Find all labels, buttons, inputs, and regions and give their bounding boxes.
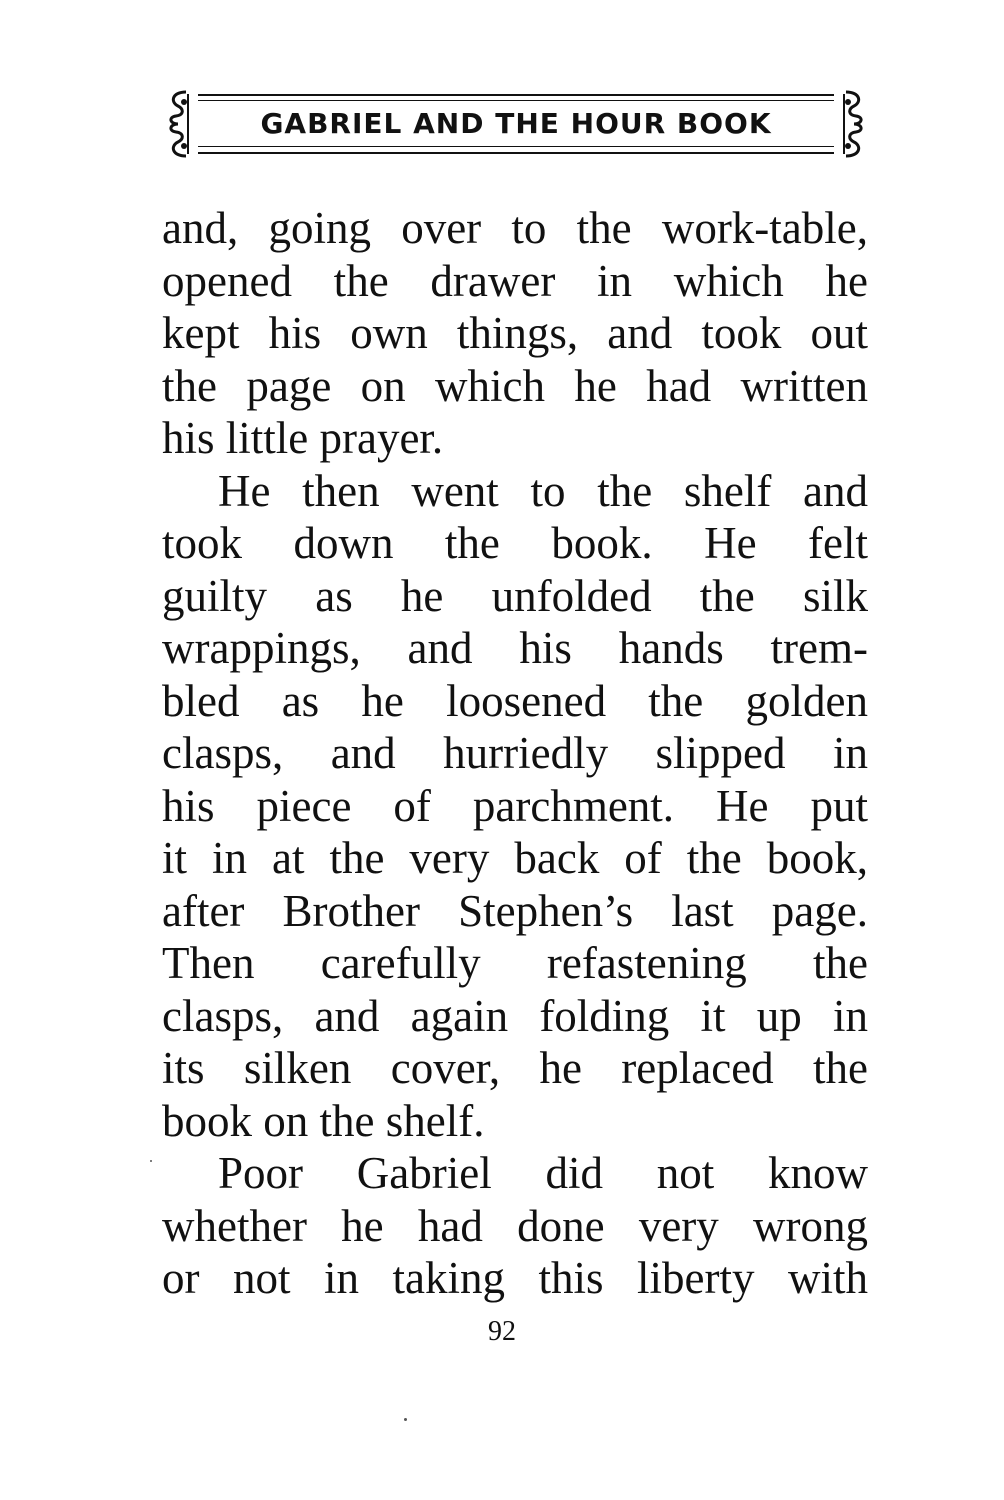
- body-text: [162, 202, 868, 1305]
- text-line: Poor Gabriel did not know: [218, 1148, 868, 1198]
- text-line: his little prayer.: [162, 413, 444, 463]
- text-line: kept his own things, and took out: [162, 308, 868, 358]
- text-line: took down the book. He felt: [162, 518, 868, 568]
- text-line: Then carefully refastening the: [162, 938, 868, 988]
- paper-speck: [150, 1160, 152, 1162]
- paper-speck: [404, 1418, 407, 1421]
- text-line: bled as he loosened the golden: [162, 675, 868, 726]
- page-number: 92: [488, 1316, 516, 1347]
- text-line: book on the shelf.: [162, 1095, 485, 1146]
- text-line: and, going over to the work-table,: [162, 203, 868, 253]
- header-rule: [198, 152, 834, 154]
- scroll-ornament-icon: [164, 88, 194, 160]
- text-line: after Brother Stephen’s last page.: [162, 885, 868, 936]
- text-line: wrappings, and his hands trem-: [162, 623, 868, 673]
- header-rule: [198, 100, 834, 101]
- text-line: it in at the very back of the book,: [162, 833, 868, 883]
- text-line: guilty as he unfolded the silk: [162, 570, 868, 621]
- text-line: whether he had done very wrong: [162, 1200, 868, 1251]
- text-line: or not in taking this liberty with: [162, 1253, 868, 1303]
- text-line: He then went to the shelf and: [218, 465, 868, 516]
- text-line: the page on which he had written: [162, 360, 868, 411]
- text-line: opened the drawer in which he: [162, 255, 868, 306]
- text-line: its silken cover, he replaced the: [162, 1043, 868, 1093]
- text-line: clasps, and again folding it up in: [162, 990, 868, 1041]
- text-line: clasps, and hurriedly slipped in: [162, 728, 868, 778]
- text-line: his piece of parchment. He put: [162, 780, 868, 831]
- running-header: [162, 84, 870, 164]
- scroll-ornament-icon: [838, 88, 868, 160]
- header-rule: [198, 94, 834, 96]
- header-rule: [198, 146, 834, 147]
- header-title: GABRIEL AND THE HOUR BOOK: [260, 107, 772, 140]
